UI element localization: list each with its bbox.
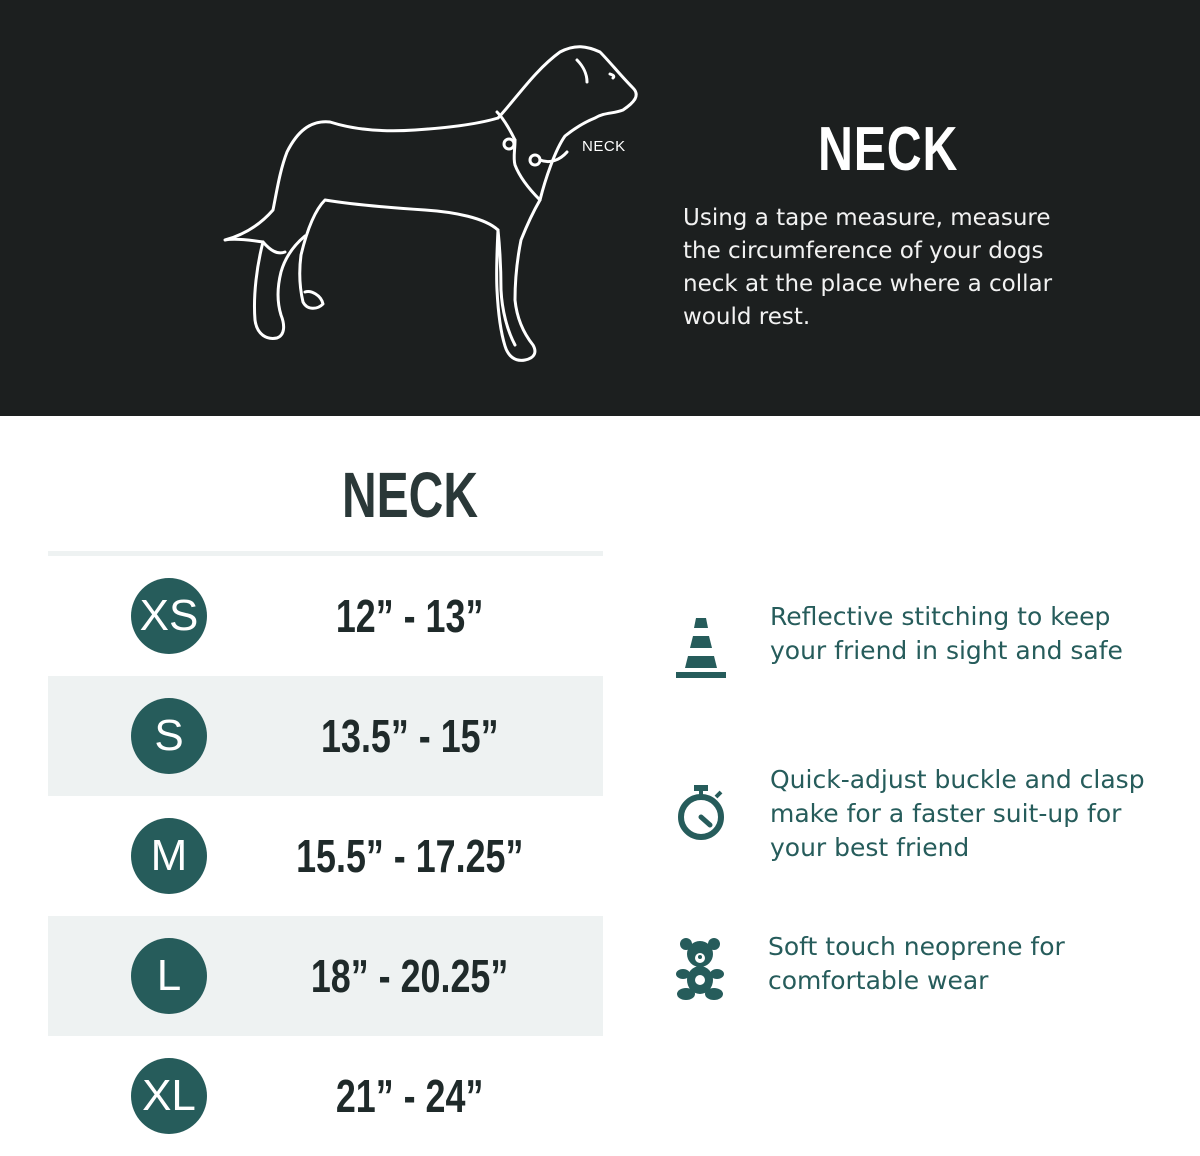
size-table-title: NECK xyxy=(341,459,479,531)
size-row-xl xyxy=(48,1036,603,1139)
traffic-cone-icon xyxy=(672,618,728,690)
size-range-text: 13.5” - 15” xyxy=(321,710,499,762)
feature-soft-touch xyxy=(672,930,1172,1010)
hero-description: Using a tape measure, measure the circumference of your dogs neck at the place where a collar would rest. xyxy=(683,205,1053,330)
size-badge: XL xyxy=(131,1058,207,1134)
size-row-xs xyxy=(48,556,603,676)
feature-text: Reflective stitching to keep your friend in sight and safe xyxy=(770,602,1123,665)
size-badge: S xyxy=(131,698,207,774)
size-range-text: 12” - 13” xyxy=(336,590,484,642)
feature-text: Quick-adjust buckle and clasp make for a faster suit-up for your best friend xyxy=(770,765,1145,862)
stopwatch-icon xyxy=(672,783,728,855)
size-row-s xyxy=(48,676,603,796)
feature-reflective xyxy=(672,600,1172,710)
hero-title: NECK xyxy=(818,115,959,184)
feature-quick-adjust xyxy=(672,763,1172,873)
size-range xyxy=(248,1036,572,1156)
hero-banner xyxy=(0,0,1200,416)
size-range xyxy=(248,556,572,676)
size-range xyxy=(248,676,572,796)
diagram-neck-label: NECK xyxy=(582,138,626,155)
size-row-l xyxy=(48,916,603,1036)
size-badge: M xyxy=(131,818,207,894)
size-badge: XS xyxy=(131,578,207,654)
feature-text: Soft touch neoprene for comfortable wear xyxy=(768,932,1065,995)
size-range-text: 21” - 24” xyxy=(336,1070,484,1122)
size-range xyxy=(248,916,572,1036)
size-range xyxy=(248,796,572,916)
size-range-text: 15.5” - 17.25” xyxy=(296,830,524,882)
dog-outline-illustration xyxy=(215,40,645,375)
teddy-bear-icon xyxy=(672,934,728,1006)
size-range-text: 18” - 20.25” xyxy=(311,950,509,1002)
size-row-m xyxy=(48,796,603,916)
size-badge: L xyxy=(131,938,207,1014)
